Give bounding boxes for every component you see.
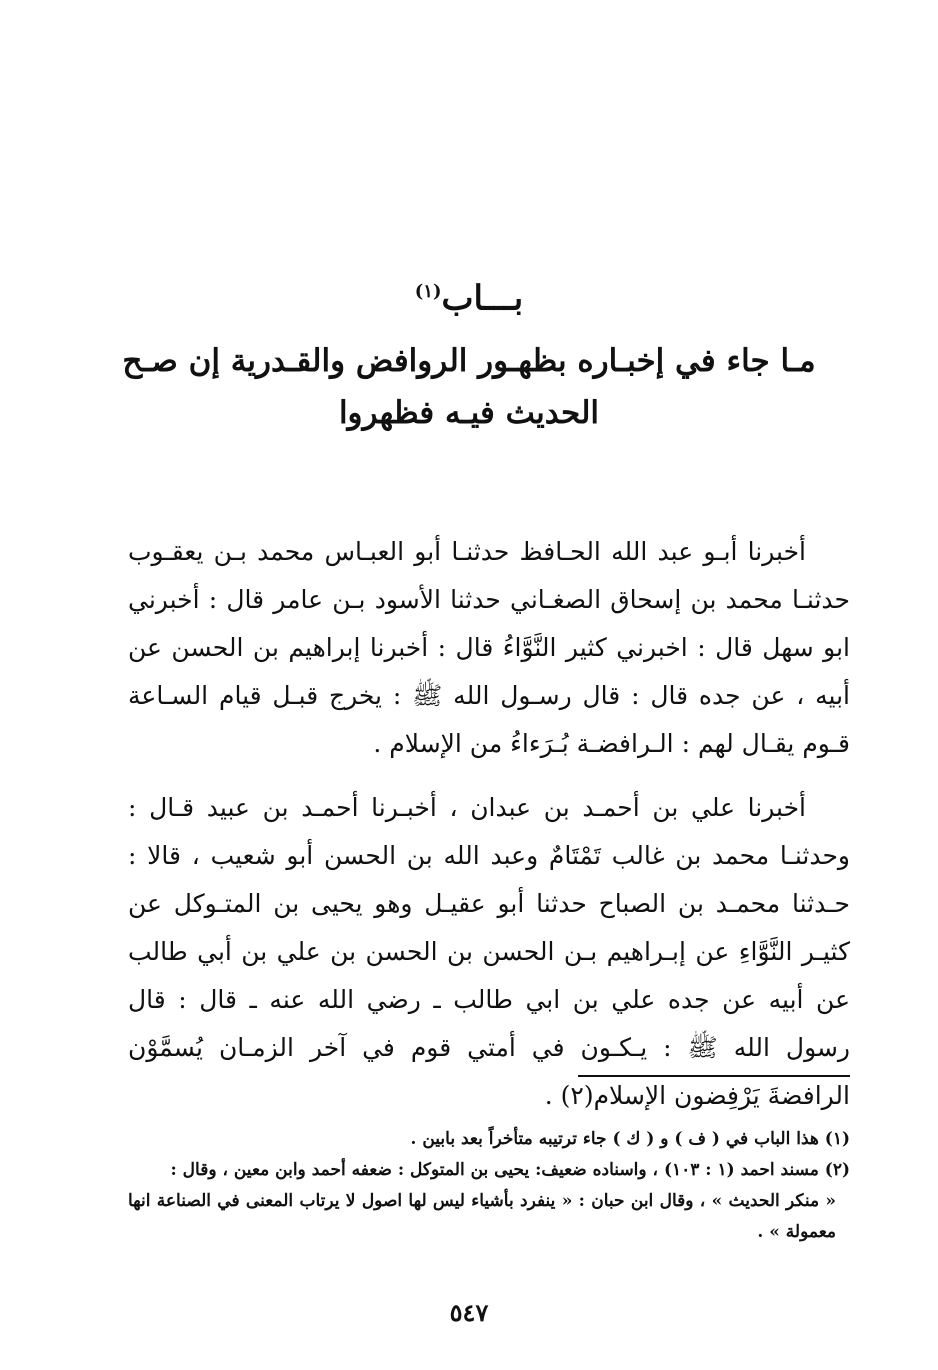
footnote-1: (١) هذا الباب في ( ف ) و ( ك ) جاء ترتيبه متأخراً بعد بابين . [410, 1129, 850, 1149]
chapter-title: مـا جاء في إخبـاره بظهـور الروافض والقـدرية إن صـح الحديث فيـه فظهروا [122, 343, 816, 431]
footnote-separator [578, 1075, 850, 1077]
page-number: ٥٤٧ [449, 1298, 489, 1327]
chapter-label-text: بـــاب [441, 278, 524, 319]
paragraph-2: أخبرنا علي بن أحمـد بن عبدان ، أخبـرنا أحمـد بن عبيد قـال : وحدثنـا محمد بن غالب تَمْتَامٌ وعبد الله بن الحسن أبو شعيب ، قالا : حـدثنا محمـد بن الصباح حدثنا أبو عقيـل وهو يحيى بن المتـوكل عن كثيـر النَّوَّاءِ عن إبـراهيم بـن الحسن بن الحسن بن علي بن أبي طالب عن أبيه عن جده علي بن ابي طالب ـ رضي الله عنه ـ قال : قال رسول الله ﷺ : يـكـون في أمتي قوم في آخر الزمـان يُسمَّوْن الرافضةَ يَرْفِضون الإسلام(٢) . [128, 793, 850, 1110]
paragraph-1: أخبرنا أبـو عبد الله الحـافظ حدثنـا أبو العبـاس محمد بـن يعقـوب حدثنـا محمد بن إسحاق الصغـاني حدثنا الأسود بـن عامر قال : أخبرني ابو سهل قال : اخبرني كثير النَّوَّاءُ قال : أخبرنا إبراهيم بن الحسن عن أبيه ، عن جده قال : قال رسـول الله ﷺ : يخرج قبـل قيام السـاعة قـوم يقـال لهم : الـرافضـة بُـرَءاءُ من الإسلام . [128, 537, 850, 758]
chapter-footnote-marker: (١) [414, 281, 442, 302]
footnote-2-continuation: « منكر الحديث » ، وقال ابن حبان : « ينفرد بأشياء ليس لها اصول لا يرتاب المعنى في الصناعة انها معمولة » . [128, 1191, 836, 1242]
footnotes [128, 1124, 850, 1248]
body-text [128, 528, 850, 1120]
chapter-label [0, 270, 938, 320]
footnote-2: (٢) مسند احمد (١ : ١٠٣) ، واسناده ضعيف: يحيى بن المتوكل : ضعفه أحمد وابن معين ، وقال : [170, 1160, 850, 1180]
